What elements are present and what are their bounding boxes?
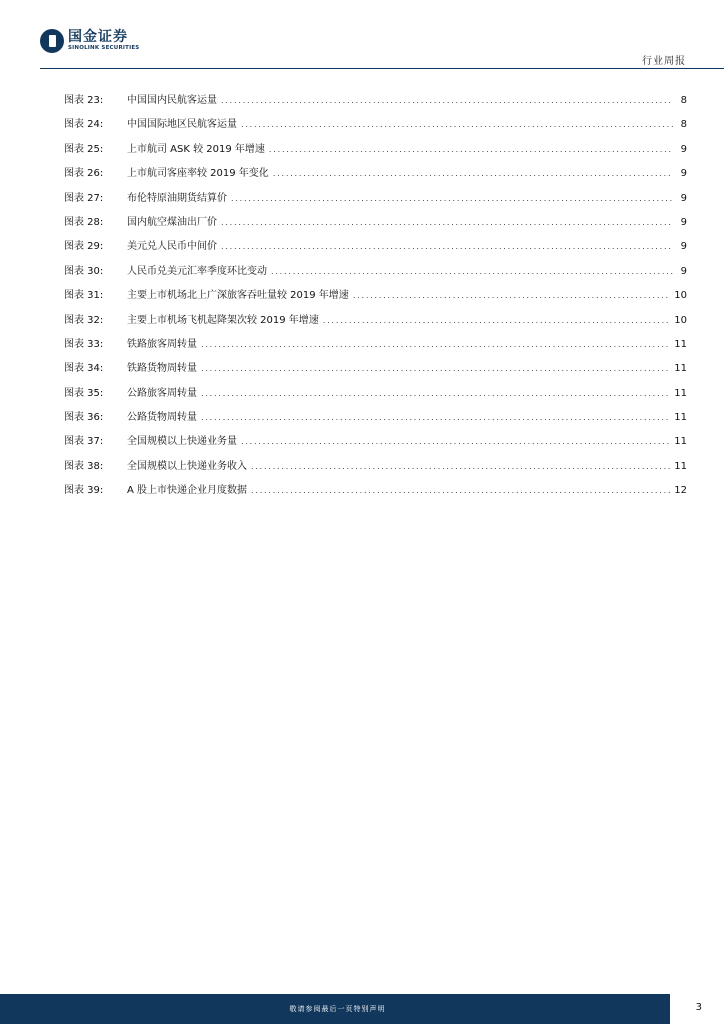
toc-entry-title: 铁路货物周转量 xyxy=(127,363,197,375)
toc-entry-label: 图表 36: xyxy=(64,412,104,424)
toc-entry-title: 中国国际地区民航客运量 xyxy=(127,119,237,131)
toc-entry[interactable] xyxy=(64,164,687,188)
toc-leader-dots xyxy=(221,242,673,251)
toc-entry-page: 11 xyxy=(674,460,687,472)
toc-entry-title: 国内航空煤油出厂价 xyxy=(127,216,217,228)
toc-entry-title: 全国规模以上快递业务收入 xyxy=(127,460,247,472)
toc-entry[interactable] xyxy=(64,311,687,335)
sinolink-logo xyxy=(40,28,139,54)
toc-entry-page: 9 xyxy=(680,143,687,155)
toc-entry-page: 11 xyxy=(674,363,687,375)
toc-entry-title: 上市航司客座率较 2019 年变化 xyxy=(127,168,269,180)
toc-entry-page: 9 xyxy=(680,241,687,253)
toc-entry-label: 图表 29: xyxy=(64,241,104,253)
toc-leader-dots xyxy=(201,364,670,373)
toc-entry-title: 上市航司 ASK 较 2019 年增速 xyxy=(127,143,265,155)
toc-leader-dots xyxy=(241,437,670,446)
toc-leader-dots xyxy=(271,267,673,276)
toc-entry-label: 图表 33: xyxy=(64,338,104,350)
toc-entry[interactable] xyxy=(64,432,687,456)
toc-entry-label: 图表 38: xyxy=(64,460,104,472)
toc-entry[interactable] xyxy=(64,262,687,286)
figure-index-list xyxy=(64,91,687,506)
toc-entry-page: 12 xyxy=(674,485,687,497)
brand-name-cn: 国金证券 xyxy=(68,29,128,46)
toc-entry-page: 9 xyxy=(680,192,687,204)
toc-entry-page: 9 xyxy=(680,265,687,277)
toc-leader-dots xyxy=(221,96,673,105)
toc-leader-dots xyxy=(269,145,673,154)
toc-entry[interactable] xyxy=(64,408,687,432)
toc-leader-dots xyxy=(251,462,670,471)
toc-entry-label: 图表 37: xyxy=(64,436,104,448)
toc-entry-page: 11 xyxy=(674,412,687,424)
toc-entry[interactable] xyxy=(64,335,687,359)
page-number: 3 xyxy=(695,1002,702,1013)
toc-entry-title: 公路旅客周转量 xyxy=(127,387,197,399)
toc-entry-label: 图表 30: xyxy=(64,265,104,277)
toc-entry-title: 布伦特原油期货结算价 xyxy=(127,192,227,204)
toc-entry-label: 图表 25: xyxy=(64,143,104,155)
toc-entry-page: 8 xyxy=(680,95,687,106)
toc-entry[interactable] xyxy=(64,189,687,213)
toc-entry-title: 公路货物周转量 xyxy=(127,412,197,424)
header-divider xyxy=(40,68,724,69)
toc-entry-label: 图表 23: xyxy=(64,95,104,106)
page-footer xyxy=(0,994,724,1024)
footer-bar xyxy=(0,994,670,1024)
logo-icon xyxy=(40,29,64,53)
toc-entry-label: 图表 39: xyxy=(64,485,104,497)
toc-entry[interactable] xyxy=(64,213,687,237)
toc-entry-title: A 股上市快递企业月度数据 xyxy=(127,485,248,497)
toc-leader-dots xyxy=(251,486,670,495)
toc-leader-dots xyxy=(201,413,670,422)
toc-leader-dots xyxy=(323,316,670,325)
logo-text xyxy=(68,30,139,52)
toc-entry-title: 全国规模以上快递业务量 xyxy=(127,436,237,448)
toc-entry-page: 10 xyxy=(674,290,687,302)
toc-leader-dots xyxy=(273,169,673,178)
disclaimer-note: 敬请参阅最后一页特别声明 xyxy=(289,1005,386,1013)
toc-leader-dots xyxy=(201,340,670,349)
toc-entry-label: 图表 35: xyxy=(64,387,104,399)
toc-entry[interactable] xyxy=(64,481,687,505)
toc-entry-title: 主要上市机场北上广深旅客吞吐量较 2019 年增速 xyxy=(127,290,349,302)
toc-leader-dots xyxy=(221,218,673,227)
toc-entry-title: 主要上市机场飞机起降架次较 2019 年增速 xyxy=(127,314,319,326)
toc-entry[interactable] xyxy=(64,384,687,408)
toc-entry[interactable] xyxy=(64,457,687,481)
document-type: 行业周报 xyxy=(642,56,686,67)
toc-leader-dots xyxy=(201,389,670,398)
toc-entry-page: 9 xyxy=(680,216,687,228)
toc-entry-title: 中国国内民航客运量 xyxy=(127,95,217,106)
toc-entry-label: 图表 32: xyxy=(64,314,104,326)
toc-entry-page: 11 xyxy=(674,387,687,399)
toc-entry-label: 图表 27: xyxy=(64,192,104,204)
toc-entry-page: 11 xyxy=(674,338,687,350)
toc-entry-page: 9 xyxy=(680,168,687,180)
toc-entry[interactable] xyxy=(64,359,687,383)
toc-leader-dots xyxy=(241,120,673,129)
toc-entry-label: 图表 34: xyxy=(64,363,104,375)
toc-entry-label: 图表 26: xyxy=(64,168,104,180)
toc-entry-title: 铁路旅客周转量 xyxy=(127,338,197,350)
toc-entry-page: 10 xyxy=(674,314,687,326)
toc-entry-label: 图表 24: xyxy=(64,119,104,131)
toc-entry-label: 图表 28: xyxy=(64,216,104,228)
page-header xyxy=(0,0,724,70)
toc-entry-page: 11 xyxy=(674,436,687,448)
toc-leader-dots xyxy=(353,291,670,300)
toc-leader-dots xyxy=(231,194,673,203)
toc-entry[interactable] xyxy=(64,140,687,164)
toc-entry[interactable] xyxy=(64,91,687,115)
toc-entry-page: 8 xyxy=(680,119,687,131)
toc-entry-label: 图表 31: xyxy=(64,290,104,302)
toc-entry-title: 美元兑人民币中间价 xyxy=(127,241,217,253)
brand-name-en: SINOLINK SECURITIES xyxy=(68,45,140,52)
toc-entry[interactable] xyxy=(64,286,687,310)
toc-entry[interactable] xyxy=(64,115,687,139)
toc-entry[interactable] xyxy=(64,237,687,261)
toc-entry-title: 人民币兑美元汇率季度环比变动 xyxy=(127,265,267,277)
